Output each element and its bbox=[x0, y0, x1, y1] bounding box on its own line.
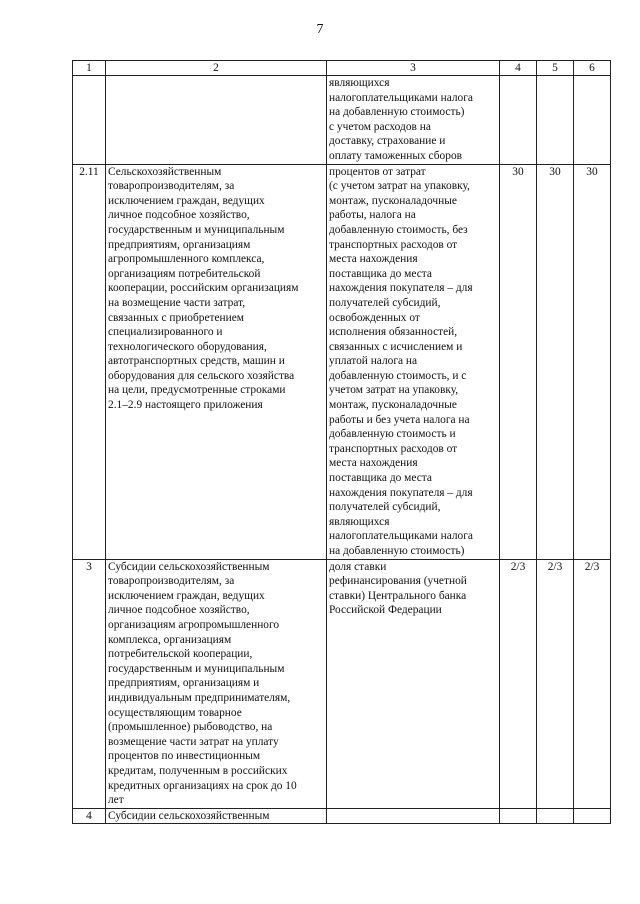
column-header: 6 bbox=[574, 61, 611, 76]
row-name: Субсидии сельскохозяйственным bbox=[106, 808, 327, 824]
row-value-year3 bbox=[574, 808, 611, 824]
row-number: 3 bbox=[73, 559, 106, 808]
page-number: 7 bbox=[316, 22, 324, 37]
row-basis: процентов от затрат (с учетом затрат на упаковку, монтаж, пусконаладочные работы, налога на добавленную стоимость, без транспортных расходов от места нахождения поставщика до места нахождения покупателя – для получателей субсидий, освобожденных от исполнения обязанностей, связанных с исчислением и уплатой налога на добавленную стоимость, и с учетом затрат на упаковку, монтаж, пусконаладочные работы и без учета налога на добавленную стоимость и транспортных расходов от места нахождения поставщика до места нахождения покупателя – для получателей субсидий, являющихся налогоплательщиками налога на добавленную стоимость) bbox=[327, 164, 500, 559]
row-value-year1: 2/3 bbox=[500, 559, 537, 808]
row-value-year2: 2/3 bbox=[537, 559, 574, 808]
row-value-year1 bbox=[500, 808, 537, 824]
row-basis: являющихся налогоплательщиками налога на добавленную стоимость) с учетом расходов на доставку, страхование и оплату таможенных сборов bbox=[327, 76, 500, 165]
column-header: 1 bbox=[73, 61, 106, 76]
row-name: Субсидии сельскохозяйственным товаропроизводителям, за исключением граждан, ведущих личное подсобное хозяйство, организациям агропромышленного комплекса, организациям потребительской кооперации, государственным и муниципальным предприятиям, организациям и индивидуальным предпринимателям, осуществляющим товарное (промышленное) рыбоводство, на возмещение части затрат на уплату процентов по инвестиционным кредитам, полученным в российских кредитных организациях на срок до 10 лет bbox=[106, 559, 327, 808]
row-name: Сельскохозяйственным товаропроизводителям, за исключением граждан, ведущих личное подсобное хозяйство, государственным и муниципальным предприятиям, организациям агропромышленного комплекса, организациям потребительской кооперации, российским организациям на возмещение части затрат, связанных с приобретением специализированного и технологического оборудования, автотранспортных средств, машин и оборудования для сельского хозяйства на цели, предусмотренные строками 2.1–2.9 настоящего приложения bbox=[106, 164, 327, 559]
row-number bbox=[73, 76, 106, 165]
column-header: 2 bbox=[106, 61, 327, 76]
row-value-year1: 30 bbox=[500, 164, 537, 559]
column-header: 3 bbox=[327, 61, 500, 76]
row-basis bbox=[327, 808, 500, 824]
column-header: 5 bbox=[537, 61, 574, 76]
row-basis: доля ставки рефинансирования (учетной ставки) Центрального банка Российской Федерации bbox=[327, 559, 500, 808]
row-value-year2 bbox=[537, 76, 574, 165]
row-value-year2 bbox=[537, 808, 574, 824]
row-number: 2.11 bbox=[73, 164, 106, 559]
table-row bbox=[73, 76, 611, 165]
table-row bbox=[73, 164, 611, 559]
table-row bbox=[73, 559, 611, 808]
row-value-year1 bbox=[500, 76, 537, 165]
table-row bbox=[73, 808, 611, 824]
column-header: 4 bbox=[500, 61, 537, 76]
row-value-year3: 30 bbox=[574, 164, 611, 559]
row-value-year3: 2/3 bbox=[574, 559, 611, 808]
row-value-year3 bbox=[574, 76, 611, 165]
row-value-year2: 30 bbox=[537, 164, 574, 559]
row-number: 4 bbox=[73, 808, 106, 824]
subsidy-table bbox=[72, 60, 611, 824]
row-name bbox=[106, 76, 327, 165]
table-header-row bbox=[73, 61, 611, 76]
